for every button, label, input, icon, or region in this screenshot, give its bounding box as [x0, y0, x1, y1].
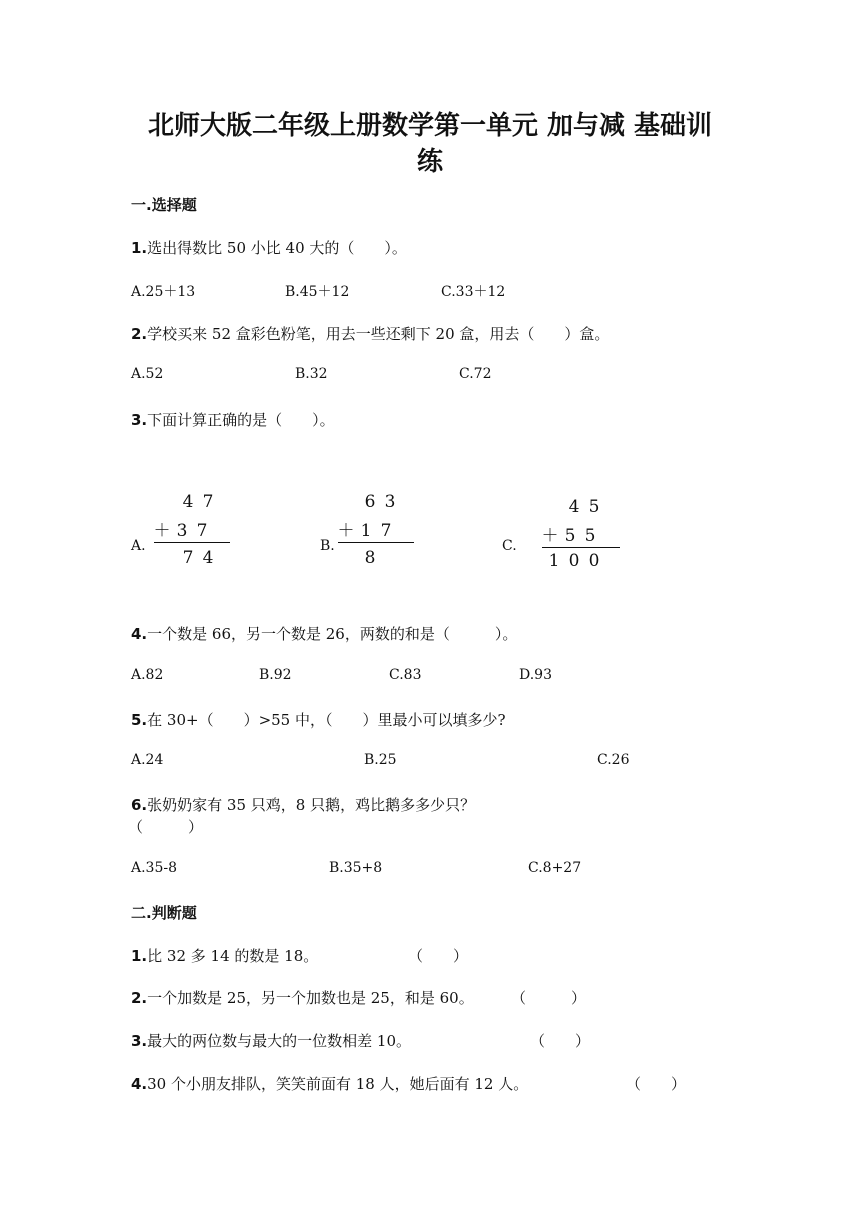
document-title-line2: 练	[416, 147, 443, 177]
vertical-calc-a	[150, 492, 240, 572]
vertical-calc-b	[334, 492, 424, 572]
question-text: 比 32 多 14 的数是 18。	[147, 947, 319, 965]
answer-parentheses: （ ）	[128, 818, 204, 836]
judge-question-2	[131, 987, 474, 1008]
option-a[interactable]: A.25＋13	[131, 284, 196, 300]
question-text: 一个加数是 25，另一个加数也是 25，和是 60。	[147, 989, 474, 1007]
question-number: 3.	[131, 411, 148, 429]
option-d[interactable]: D.93	[519, 667, 552, 683]
calc-mid-row: ＋ 1 7	[337, 521, 392, 541]
question-number: 2.	[131, 325, 148, 343]
option-b[interactable]: B.32	[295, 366, 328, 382]
question-number: 3.	[131, 1032, 148, 1050]
question-number: 2.	[131, 989, 148, 1007]
question-6	[131, 794, 475, 815]
question-number: 4.	[131, 625, 148, 643]
question-text: 30 个小朋友排队，笑笑前面有 18 人，她后面有 12 人。	[147, 1075, 529, 1093]
vertical-calc-c	[540, 497, 630, 577]
judge-question-4	[131, 1073, 528, 1094]
option-b[interactable]: B.45＋12	[285, 284, 350, 300]
option-a[interactable]: A.35-8	[131, 860, 178, 876]
option-c[interactable]: C.33＋12	[441, 284, 506, 300]
section2-heading: 二.判断题	[131, 904, 197, 922]
question-text: 张奶奶家有 35 只鸡，8 只鹅，鸡比鹅多多少只？	[147, 796, 476, 814]
option-b[interactable]: B.35+8	[329, 860, 383, 876]
option-a[interactable]: A.	[131, 538, 146, 554]
option-c[interactable]: C.	[502, 538, 517, 554]
question-number: 5.	[131, 711, 148, 729]
option-b[interactable]: B.25	[364, 752, 397, 768]
question-text: 学校买来 52 盒彩色粉笔，用去一些还剩下 20 盒，用去（ ）盒。	[147, 325, 610, 343]
section1-heading: 一.选择题	[131, 196, 197, 214]
calc-top-row: 6 3	[364, 492, 396, 512]
option-a[interactable]: A.24	[131, 752, 164, 768]
question-text: 最大的两位数与最大的一位数相差 10。	[147, 1032, 411, 1050]
option-a[interactable]: A.82	[131, 667, 164, 683]
option-c[interactable]: C.72	[459, 366, 492, 382]
judge-question-3	[131, 1030, 411, 1051]
calc-result-row: 8	[364, 548, 376, 568]
calc-rule	[338, 542, 414, 543]
question-number: 1.	[131, 947, 148, 965]
option-b[interactable]: B.92	[259, 667, 292, 683]
calc-mid-row: ＋ 5 5	[541, 526, 596, 546]
question-number: 4.	[131, 1075, 148, 1093]
calc-rule	[154, 542, 230, 543]
calc-rule	[542, 547, 620, 548]
option-c[interactable]: C.26	[597, 752, 630, 768]
answer-parentheses[interactable]: （ ）	[626, 1075, 687, 1093]
calc-top-row: 4 5	[568, 497, 600, 517]
calc-mid-row: ＋ 3 7	[153, 521, 208, 541]
calc-top-row: 4 7	[182, 492, 214, 512]
answer-parentheses[interactable]: （ ）	[511, 989, 587, 1007]
question-text: 在 30+（ ）>55 中，（ ）里最小可以填多少?	[147, 711, 506, 729]
question-2	[131, 323, 609, 344]
question-text: 下面计算正确的是（ ）。	[147, 411, 335, 429]
question-text: 选出得数比 50 小比 40 大的（ ）。	[147, 239, 407, 257]
question-5	[131, 709, 506, 730]
question-1	[131, 237, 407, 258]
option-b[interactable]: B.	[320, 538, 335, 554]
answer-parentheses[interactable]: （ ）	[530, 1032, 591, 1050]
option-c[interactable]: C.8+27	[528, 860, 582, 876]
question-number: 6.	[131, 796, 148, 814]
question-4	[131, 623, 517, 644]
option-a[interactable]: A.52	[131, 366, 164, 382]
question-3	[131, 409, 335, 430]
question-number: 1.	[131, 239, 148, 257]
answer-parentheses[interactable]: （ ）	[408, 947, 469, 965]
judge-question-1	[131, 945, 318, 966]
question-text: 一个数是 66，另一个数是 26，两数的和是（ ）。	[147, 625, 518, 643]
calc-result-row: 7 4	[182, 548, 214, 568]
document-title-line1: 北师大版二年级上册数学第一单元 加与减 基础训	[147, 111, 713, 141]
option-c[interactable]: C.83	[389, 667, 422, 683]
calc-result-row: 1 0 0	[548, 551, 600, 571]
